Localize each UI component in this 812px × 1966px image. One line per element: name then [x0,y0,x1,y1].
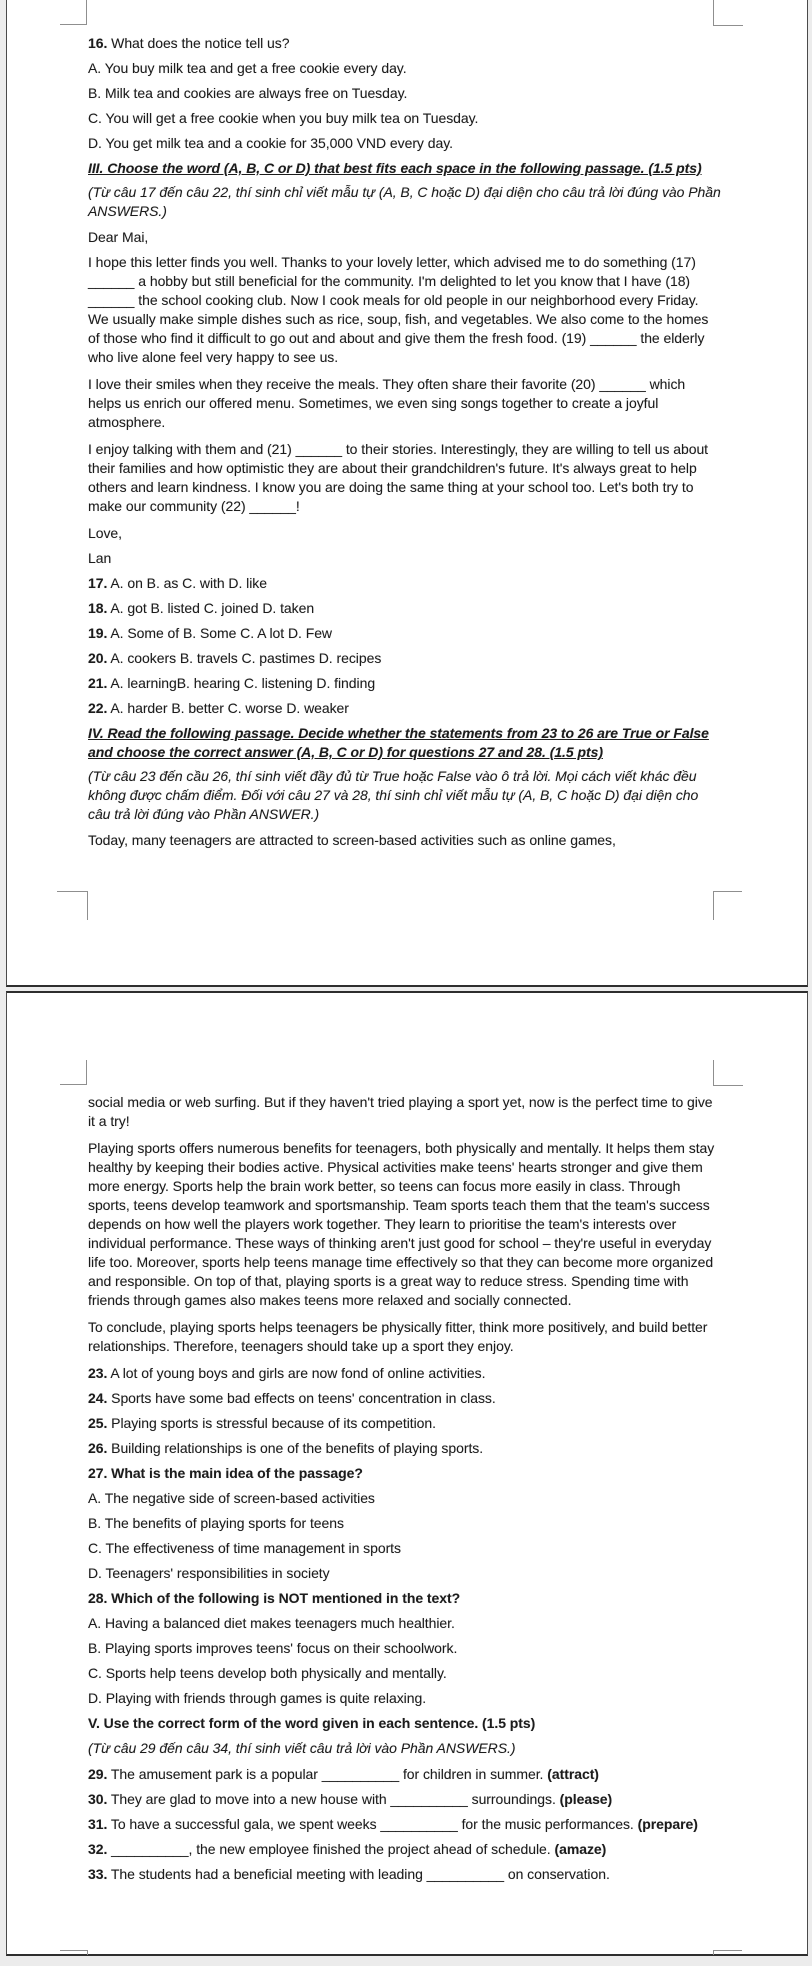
crop-mark-p2-bottom-right-v [713,1950,714,1955]
question-22 [88,699,722,718]
crop-mark-p2-top-left-v [86,1060,87,1085]
page-2 [6,991,808,1956]
section-iv-instruction: (Từ câu 23 đến cầu 26, thí sinh viết đầy đủ từ True hoặc False vào ô trả lời. Mọi cách viết khác đều không được chấm điểm. Đối với câu 27 và 28, thí sinh chỉ viết mẫu tự (A, B, C hoặc D) đại diện cho câu trả lời đúng vào Phần ANSWER.) [88,768,699,822]
statement-24 [88,1389,722,1408]
crop-mark-p1-bottom-left-v [87,891,88,920]
statement-23-text: A lot of young boys and girls are now fond of online activities. [107,1365,486,1381]
question-28: 28. Which of the following is NOT mentioned in the text? [88,1590,461,1606]
question-32-hint: (amaze) [554,1841,607,1857]
question-31-hint: (prepare) [637,1816,698,1832]
question-29-number: 29. [88,1766,108,1782]
crop-mark-p1-top-right-v [713,0,714,26]
section-v-instruction: (Từ câu 29 đến câu 34, thí sinh viết câu trả lời vào Phần ANSWERS.) [88,1740,516,1756]
statement-26 [88,1439,722,1458]
question-17-options: A. on B. as C. with D. like [107,575,267,591]
question-30 [88,1790,722,1809]
crop-mark-p2-top-left-h [60,1084,87,1085]
question-27-option-d: D. Teenagers' responsibilities in society [88,1565,330,1581]
statement-26-text: Building relationships is one of the benefits of playing sports. [107,1440,484,1456]
question-30-number: 30. [88,1791,108,1807]
question-31 [88,1815,722,1834]
question-27-option-a: A. The negative side of screen-based activities [88,1490,375,1506]
crop-mark-p2-bottom-left-h [60,1950,88,1951]
letter-paragraph-2: I love their smiles when they receive the meals. They often share their favorite (20) ______ which helps us enrich our offered menu. Sometimes, we even sing songs together to create a joyful atmosphere. [88,376,686,430]
question-16 [88,34,722,53]
question-16-number: 16. [88,35,108,51]
question-21-options: A. learningB. hearing C. listening D. finding [107,675,376,691]
crop-mark-p1-top-left-v [86,0,87,25]
question-16-option-d: D. You get milk tea and a cookie for 35,000 VND every day. [88,135,453,151]
letter-paragraph-3: I enjoy talking with them and (21) ______ to their stories. Interestingly, they are willing to tell us about their families and how optimistic they are about their grandchildren's future. It's always great to help others and learn kindness. I know you are doing the same thing at your school too. Let's both try to make our community (22) ______! [88,441,709,514]
question-17-number: 17. [88,575,108,591]
letter-salutation: Dear Mai, [88,229,149,245]
question-20 [88,649,722,668]
reading-passage-continuation: social media or web surfing. But if they haven't tried playing a sport yet, now is the perfect time to give it a try! [88,1094,713,1129]
section-iii-instruction: (Từ câu 17 đến câu 22, thí sinh chỉ viết mẫu tự (A, B, C hoặc D) đại diện cho câu trả lời đúng vào Phần ANSWERS.) [88,184,721,219]
question-18-options: A. got B. listed C. joined D. taken [107,600,315,616]
question-18 [88,599,722,618]
question-16-option-a: A. You buy milk tea and get a free cookie every day. [88,60,407,76]
statement-25 [88,1414,722,1433]
question-27-option-c: C. The effectiveness of time management in sports [88,1540,401,1556]
crop-mark-p1-top-right-h [713,25,743,26]
question-32 [88,1840,722,1859]
question-28-option-a: A. Having a balanced diet makes teenagers much healthier. [88,1615,455,1631]
question-30-text: They are glad to move into a new house with __________ surroundings. [107,1791,560,1807]
question-28-option-c: C. Sports help teens develop both physically and mentally. [88,1665,447,1681]
question-20-number: 20. [88,650,108,666]
question-19-number: 19. [88,625,108,641]
crop-mark-p1-bottom-right-h [713,891,742,892]
question-30-hint: (please) [559,1791,613,1807]
question-19-options: A. Some of B. Some C. A lot D. Few [107,625,332,641]
reading-passage-body: Playing sports offers numerous benefits for teenagers, both physically and mentally. It helps them stay healthy by keeping their bodies active. Physical activities make teens' hearts stronger and give them more energy. Sports help the brain work better, so teens can focus more easily in class. Through sports, teens develop teamwork and sportsmanship. Team sports teach them that the team's success depends on how well the players work together. They learn to prioritise the team's interests over individual performance. These ways of thinking aren't just good for school – they're useful in everyday life too. Moreover, sports help teens manage time effectively so that they can become more organized and responsible. On top of that, playing sports is a great way to reduce stress. Spending time with friends through games also makes teens more relaxed and socially connected. [88,1140,715,1308]
letter-signature: Lan [88,550,112,566]
letter-paragraph-1: I hope this letter finds you well. Thanks to your lovely letter, which advised me to do something (17) ______ a hobby but still beneficial for the community. I'm delighted to let you know that I have (18) ______ the school cooking club. Now I cook meals for old people in our neighborhood every Friday. We usually make simple dishes such as rice, soup, fish, and vegetables. We also come to the homes of those who find it difficult to go out and about and give them the fresh food. (19) ______ the elderly who live alone feel very happy to see us. [88,254,709,365]
statement-23 [88,1364,722,1383]
question-33-text: The students had a beneficial meeting with leading __________ on conservation. [107,1866,610,1882]
crop-mark-p1-bottom-left-h [57,891,88,892]
question-19 [88,624,722,643]
question-29-text: The amusement park is a popular __________ for children in summer. [107,1766,548,1782]
reading-passage-conclusion: To conclude, playing sports helps teenagers be physically fitter, think more positively, and build better relationships. Therefore, teenagers should take up a sport they enjoy. [88,1319,708,1354]
question-28-option-d: D. Playing with friends through games is quite relaxing. [88,1690,427,1706]
statement-26-number: 26. [88,1440,108,1456]
page-2-content [88,1093,722,1890]
crop-mark-p1-bottom-right-v [713,891,714,920]
question-17 [88,574,722,593]
question-32-text: __________, the new employee finished the project ahead of schedule. [107,1841,555,1857]
question-29 [88,1765,722,1784]
page-1-content [88,34,722,858]
statement-25-text: Playing sports is stressful because of its competition. [107,1415,436,1431]
question-33-number: 33. [88,1866,108,1882]
question-18-number: 18. [88,600,108,616]
crop-mark-p2-top-right-v [713,1060,714,1086]
question-16-option-b: B. Milk tea and cookies are always free on Tuesday. [88,85,408,101]
section-v-heading: V. Use the correct form of the word given in each sentence. (1.5 pts) [88,1715,536,1731]
question-31-text: To have a successful gala, we spent weeks __________ for the music performances. [107,1816,638,1832]
question-16-option-c: C. You will get a free cookie when you buy milk tea on Tuesday. [88,110,479,126]
question-22-options: A. harder B. better C. worse D. weaker [107,700,349,716]
question-16-text: What does the notice tell us? [107,35,290,51]
statement-24-text: Sports have some bad effects on teens' concentration in class. [107,1390,496,1406]
question-20-options: A. cookers B. travels C. pastimes D. recipes [107,650,382,666]
question-21-number: 21. [88,675,108,691]
reading-passage-first-line: Today, many teenagers are attracted to screen-based activities such as online games, [88,832,616,848]
crop-mark-p2-top-right-h [713,1085,743,1086]
crop-mark-p2-bottom-right-h [713,1950,742,1951]
statement-23-number: 23. [88,1365,108,1381]
question-28-option-b: B. Playing sports improves teens' focus on their schoolwork. [88,1640,458,1656]
section-iv-heading: IV. Read the following passage. Decide whether the statements from 23 to 26 are True or False and choose the correct answer (A, B, C or D) for questions 27 and 28. (1.5 pts) [88,725,709,760]
question-29-hint: (attract) [547,1766,599,1782]
question-32-number: 32. [88,1841,108,1857]
question-22-number: 22. [88,700,108,716]
question-21 [88,674,722,693]
statement-24-number: 24. [88,1390,108,1406]
crop-mark-p1-top-left-h [60,24,87,25]
question-27-option-b: B. The benefits of playing sports for teens [88,1515,344,1531]
question-31-number: 31. [88,1816,108,1832]
statement-25-number: 25. [88,1415,108,1431]
section-iii-heading: III. Choose the word (A, B, C or D) that best fits each space in the following passage. (1.5 pts) [88,160,702,176]
page-1 [6,0,808,987]
letter-closing: Love, [88,525,122,541]
crop-mark-p2-bottom-left-v [87,1950,88,1955]
question-27: 27. What is the main idea of the passage? [88,1465,363,1481]
question-33 [88,1865,722,1884]
